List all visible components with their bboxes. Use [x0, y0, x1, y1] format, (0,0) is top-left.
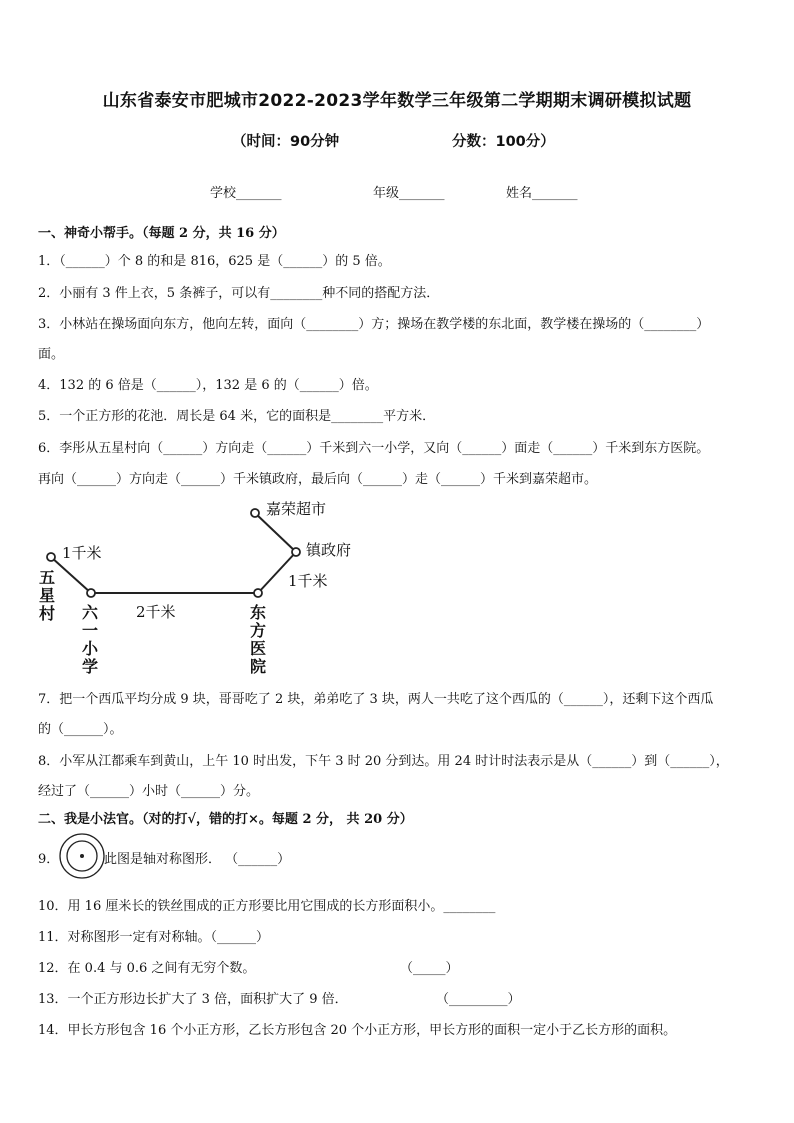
question-8: 8．小军从江都乘车到黄山，上午 10 时出发，下午 3 时 20 分到达。用 24 时计时法表示是从（______）到（______），: [38, 754, 729, 769]
exam-score: 分数：100分）: [452, 134, 555, 150]
dongfang-hospital-label: 医: [250, 639, 267, 658]
question-12: 12．在 0.4 与 0.6 之间有无穷个数。: [38, 961, 256, 976]
wuxing-village-label: 村: [39, 604, 56, 623]
question-6-cont: 再向（______）方向走（______）千米镇政府，最后向（______）走（______）千米到嘉荣超市。: [38, 472, 598, 487]
section-1-heading: 一、神奇小帮手。（每题 2 分，共 16 分）: [38, 226, 285, 241]
section-2-heading: 二、我是小法官。（对的打√，错的打×。每题 2 分， 共 20 分）: [38, 812, 413, 827]
town-government-label: 镇政府: [306, 541, 352, 559]
dongfang-hospital-label: 方: [250, 621, 267, 640]
school-field: 学校_______: [210, 186, 282, 201]
liuyi-school-label: 一: [82, 621, 99, 640]
town-government-point: [292, 548, 300, 556]
distance-label: 1千米: [288, 572, 328, 590]
page-title: 山东省泰安市肥城市2022-2023学年数学三年级第二学期期末调研模拟试题: [102, 91, 692, 111]
question-14: 14．甲长方形包含 16 个小正方形，乙长方形包含 20 个小正方形，甲长方形的面积一定小于乙长方形的面积。: [38, 1023, 677, 1038]
question-9-number: 9．: [38, 852, 60, 867]
wuxing-village-label: 五: [39, 568, 56, 587]
liuyi-school-label: 学: [82, 657, 99, 675]
dongfang-hospital-label: 东: [250, 603, 267, 622]
question-3-cont: 面。: [38, 347, 65, 362]
concentric-circles-figure: [58, 832, 106, 880]
distance-label: 1千米: [62, 544, 102, 562]
name-field: 姓名_______: [506, 186, 578, 201]
liuyi-school-label: 六: [82, 603, 99, 622]
question-1: 1．（______）个 8 的和是 816，625 是（______）的 5 倍。: [38, 254, 391, 269]
jiarong-market-label: 嘉荣超市: [266, 500, 327, 518]
grade-field: 年级_______: [373, 186, 445, 201]
question-11: 11．对称图形一定有对称轴。（______）: [38, 930, 270, 945]
route-segment: [51, 557, 91, 593]
question-9: 此图是轴对称图形． （______）: [104, 852, 291, 867]
question-5: 5．一个正方形的花池．周长是 64 米，它的面积是________平方米．: [38, 409, 436, 424]
question-13-answer-blank: （_________）: [436, 992, 521, 1007]
question-13: 13．一个正方形边长扩大了 3 倍，面积扩大了 9 倍．: [38, 992, 348, 1007]
liuyi-school-label: 小: [82, 639, 99, 658]
question-10: 10．用 16 厘米长的铁丝围成的正方形要比用它围成的长方形面积小。________: [38, 899, 496, 914]
exam-time: （时间：90分钟: [232, 134, 340, 150]
question-7-cont: 的（______）。: [38, 722, 123, 737]
jiarong-market-point: [251, 509, 259, 517]
question-2: 2．小丽有 3 件上衣，5 条裤子，可以有________种不同的搭配方法．: [38, 286, 440, 301]
wuxing-village-point: [47, 553, 55, 561]
question-8-cont: 经过了（______）小时（______）分。: [38, 784, 260, 799]
route-map: [38, 495, 368, 675]
distance-label: 2千米: [136, 603, 176, 621]
question-6: 6．李彤从五星村向（______）方向走（______）千米到六一小学，又向（______）面走（______）千米到东方医院。: [38, 441, 710, 456]
dongfang-hospital-label: 院: [250, 657, 267, 675]
wuxing-village-label: 星: [39, 586, 56, 605]
question-12-answer-blank: （_____）: [400, 961, 459, 976]
route-segment: [255, 513, 296, 552]
question-4: 4．132 的 6 倍是（______），132 是 6 的（______）倍。: [38, 378, 378, 393]
dongfang-hospital-point: [254, 589, 262, 597]
liuyi-school-point: [87, 589, 95, 597]
question-7: 7．把一个西瓜平均分成 9 块，哥哥吃了 2 块，弟弟吃了 3 块，两人一共吃了这个西瓜的（______），还剩下这个西瓜: [38, 692, 714, 707]
question-3: 3．小林站在操场面向东方，他向左转，面向（________）方；操场在教学楼的东北面，教学楼在操场的（________）: [38, 317, 710, 332]
